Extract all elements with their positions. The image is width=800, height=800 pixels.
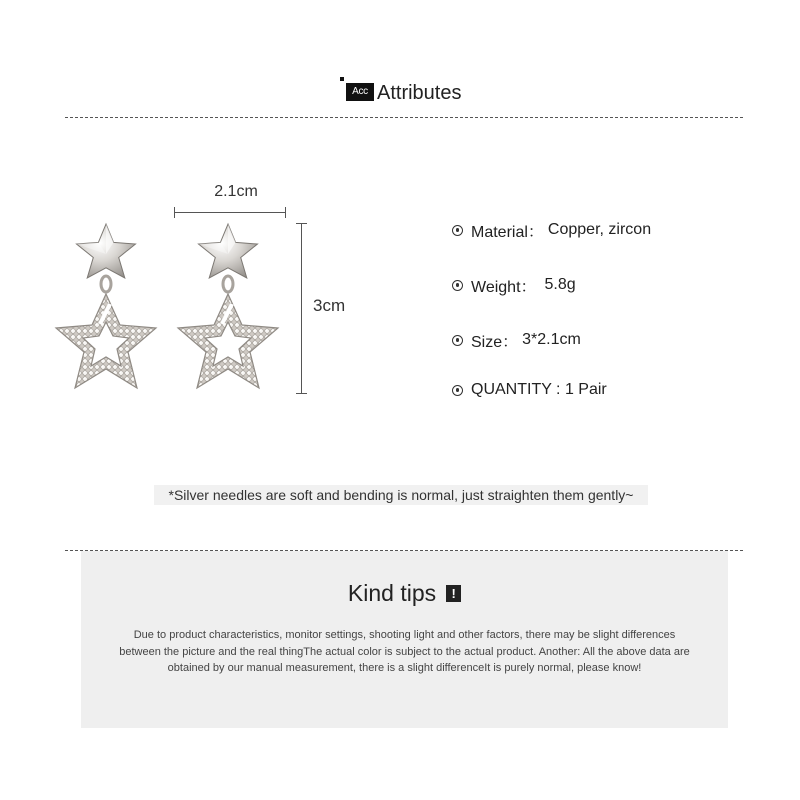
height-line — [301, 223, 302, 394]
attr-key: QUANTITY : 1 Pair — [471, 381, 607, 398]
header-tag: Acc — [346, 83, 374, 101]
width-label: 2.1cm — [214, 183, 258, 200]
exclamation-icon: ! — [446, 585, 461, 602]
tips-text: Due to product characteristics, monitor settings, shooting light and other factors, there may be slight differences between the picture and the real thingThe actual color is subject to the actual product. Another: All the above data are obtained by our manual measurement, there is a slight differenceIt is purely normal, please know! — [119, 629, 690, 674]
width-line — [175, 212, 286, 213]
width-tick-left — [174, 207, 175, 218]
attr-key: Weight： — [471, 278, 537, 296]
bullet-icon — [452, 385, 463, 396]
attr-material — [452, 218, 651, 242]
width-tick-right — [285, 207, 286, 218]
bullet-icon — [452, 335, 463, 346]
attr-value: 3*2.1cm — [522, 331, 581, 348]
attr-key: Material： — [471, 223, 544, 241]
attr-size — [452, 328, 581, 352]
attr-value: Copper, zircon — [547, 221, 652, 238]
bullet-icon — [452, 280, 463, 291]
bullet-icon — [452, 225, 463, 236]
attr-quantity — [452, 378, 607, 402]
care-note: *Silver needles are soft and bending is normal, just straighten them gently~ — [168, 487, 634, 503]
tips-title: Kind tips — [347, 580, 437, 606]
attr-value: 5.8g — [544, 276, 576, 293]
attr-weight — [452, 273, 576, 297]
tips-heading — [81, 580, 728, 607]
height-tick-top — [296, 223, 307, 224]
attr-key: Size： — [471, 333, 519, 351]
height-label: 3cm — [313, 296, 346, 315]
section-title: Attributes — [377, 82, 462, 104]
height-tick-bottom — [296, 393, 307, 394]
